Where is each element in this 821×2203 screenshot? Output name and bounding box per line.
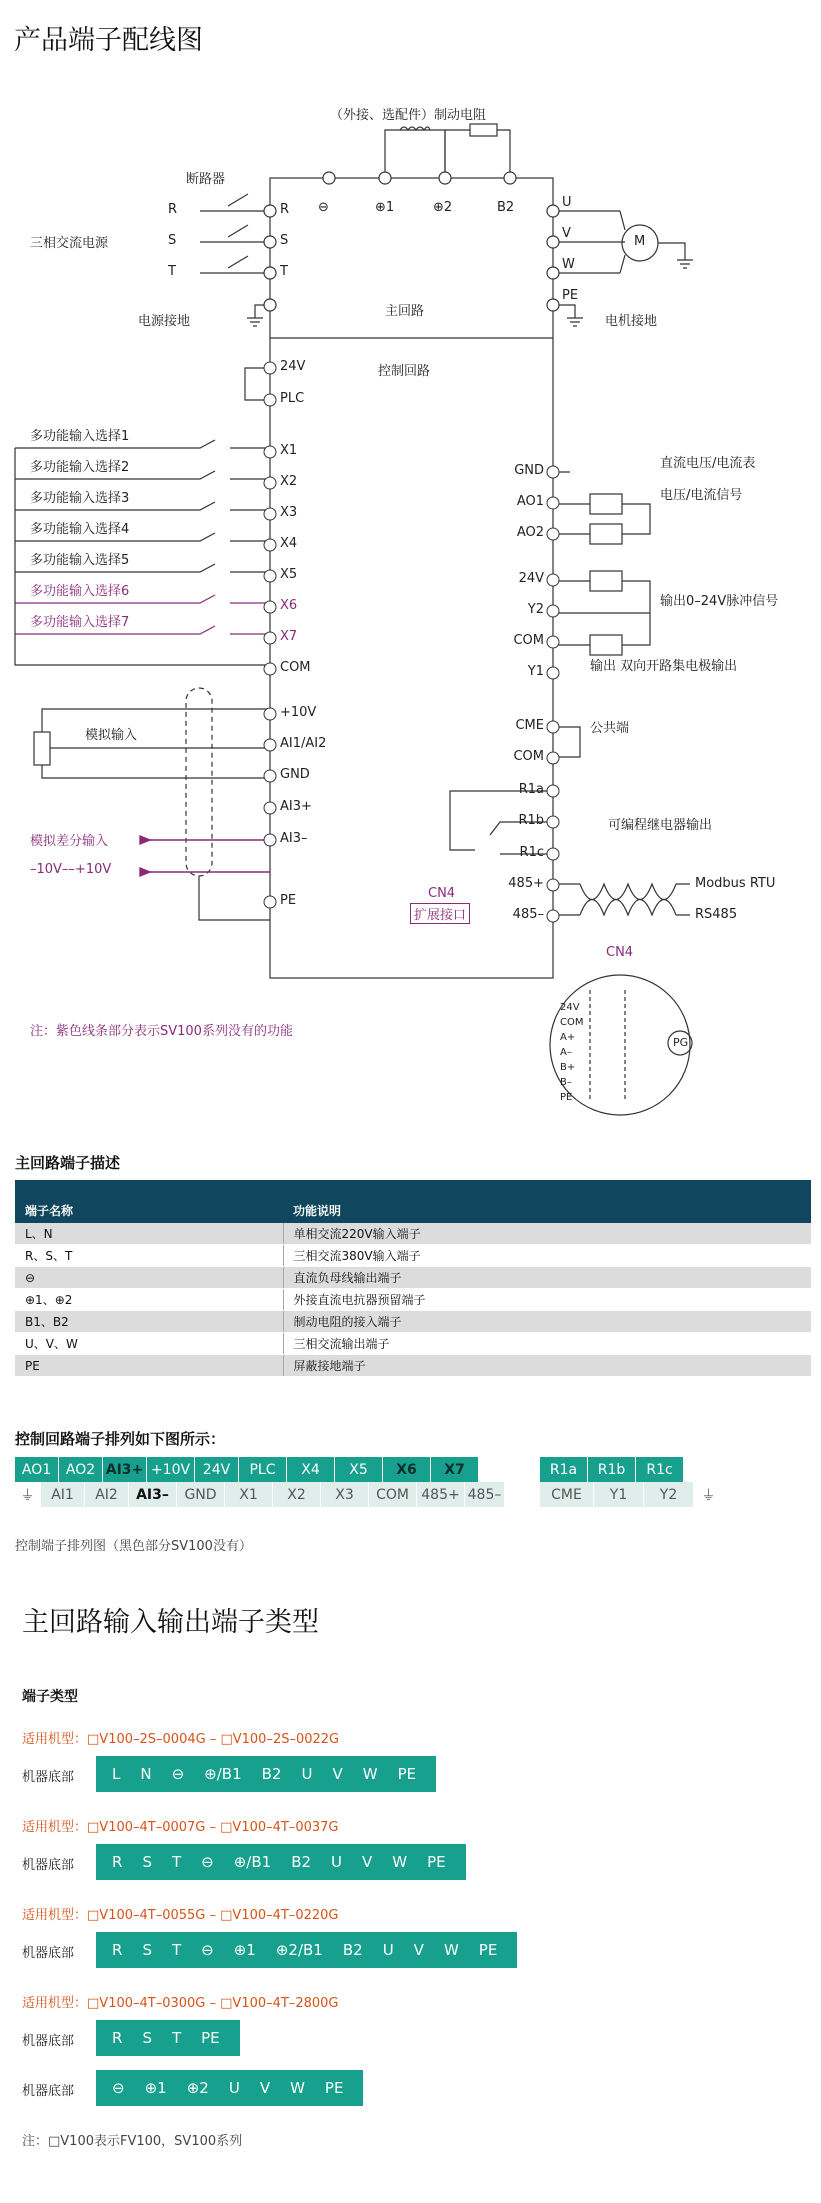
terminal-label: PE [397, 1765, 417, 1783]
common-label: 公共端 [590, 721, 630, 736]
input-7: 多功能输入选择7 [30, 615, 130, 630]
terminal-label: V [362, 1853, 373, 1871]
terminal-label: U [382, 1941, 394, 1959]
left-terminal-dot-13 [264, 802, 276, 814]
terminal-cell: AO1 [15, 1457, 59, 1482]
right-terminal-12: 485+ [508, 876, 544, 891]
terminal-label: R [112, 2029, 123, 2047]
motor-ground-label: 电机接地 [605, 314, 658, 329]
terminal-label: V [413, 1941, 424, 1959]
relay-top-row [540, 1457, 684, 1482]
drive-box [270, 178, 553, 978]
term-s: S [280, 233, 289, 248]
terminal-label: V [332, 1765, 343, 1783]
right-terminal-1: AO1 [516, 494, 544, 509]
right-terminal-3: 24V [518, 571, 544, 586]
col-terminal-name: 端子名称 [15, 1180, 283, 1223]
left-terminal-dot-7 [264, 601, 276, 613]
rs485-label: RS485 [695, 907, 738, 922]
terminal-cell: AO2 [59, 1457, 103, 1482]
right-terminal-dot-12 [547, 879, 559, 891]
terminal-label: U [331, 1853, 343, 1871]
terminal-cell: Y1 [594, 1482, 644, 1507]
term-plus2: ⊕2 [433, 200, 453, 215]
main-circuit-label: 主回路 [385, 304, 425, 319]
left-terminal-dot-4 [264, 508, 276, 520]
left-terminal-1: PLC [280, 391, 305, 406]
terminal-cell: CME [540, 1482, 594, 1507]
desc-row [15, 1267, 811, 1289]
term-pe: PE [562, 288, 579, 303]
right-terminal-4: Y2 [527, 602, 544, 617]
model-prefix: 适用机型： [22, 1996, 88, 2011]
breaker-label: 断路器 [186, 172, 226, 187]
terminal-label: ⊕1 [233, 1941, 256, 1959]
power-ground-label: 电源接地 [138, 314, 191, 329]
terminal-cell: X4 [287, 1457, 335, 1482]
terminal-cell: AI1 [41, 1482, 85, 1507]
terminal-cell: AI2 [85, 1482, 129, 1507]
terminal-label: T [171, 1853, 182, 1871]
model-prefix: 适用机型： [22, 1820, 88, 1835]
term-plus1: ⊕1 [375, 200, 395, 215]
terminal-cell: R1c [636, 1457, 684, 1482]
left-terminal-dot-2 [264, 446, 276, 458]
cn4-pin-5: B– [560, 1077, 572, 1088]
range-label: –10V––+10V [30, 862, 112, 877]
terminal-label: T [171, 1941, 182, 1959]
potentiometer [34, 732, 50, 765]
phase-r: R [168, 202, 178, 217]
term-w: W [562, 257, 575, 272]
page-title: 产品端子配线图 [14, 25, 203, 56]
terminal-label: S [142, 1853, 152, 1871]
terminal-label: R [112, 1941, 123, 1959]
right-terminal-0: GND [514, 463, 544, 478]
left-terminal-7: X6 [280, 598, 298, 613]
terminal-bar [96, 1756, 436, 1792]
right-terminal-dot-5 [547, 636, 559, 648]
cn4-pin-6: PE [560, 1092, 573, 1103]
terminal-label: W [392, 1853, 408, 1871]
terminal-label: N [140, 1765, 152, 1783]
term-v: V [562, 226, 571, 241]
terminal-label: R [112, 1853, 123, 1871]
terminal-label: B2 [261, 1765, 282, 1783]
left-terminal-dot-9 [264, 663, 276, 675]
modbus-label: Modbus RTU [695, 876, 776, 891]
right-terminal-dot-10 [547, 816, 559, 828]
terminal-cell: X1 [225, 1482, 273, 1507]
meter-label-1: 直流电压/电流表 [660, 456, 756, 471]
terminal-cell: PLC [239, 1457, 287, 1482]
terminal-cell: 485+ [417, 1482, 465, 1507]
left-terminal-4: X3 [280, 505, 298, 520]
model-range [22, 1816, 339, 1835]
right-terminal-5: COM [513, 633, 544, 648]
cn4-label: CN4 [428, 886, 456, 901]
cn4-pin-1: COM [560, 1017, 584, 1028]
col-function: 功能说明 [283, 1180, 811, 1223]
terminal-cell: 24V [195, 1457, 239, 1482]
terminal-label: T [171, 2029, 182, 2047]
left-terminal-13: AI3+ [280, 799, 312, 814]
right-terminal-dot-8 [547, 752, 559, 764]
model-prefix: 适用机型： [22, 1732, 88, 1747]
left-terminal-dot-11 [264, 739, 276, 751]
desc-row [15, 1333, 811, 1355]
right-terminal-6: Y1 [527, 664, 544, 679]
bottom-label: 机器底部 [22, 1770, 75, 1785]
cn4-title: CN4 [606, 945, 634, 960]
function-cell: 单相交流220V输入端子 [283, 1223, 811, 1245]
function-cell: 三相交流输出端子 [283, 1333, 811, 1355]
model-range [22, 1992, 339, 2011]
right-terminal-dot-1 [547, 497, 559, 509]
ext-port-label: 扩展接口 [410, 903, 470, 924]
meter-label-2: 电压/电流信号 [660, 488, 743, 503]
terminal-cell: AI3– [129, 1482, 177, 1507]
left-terminal-12: GND [280, 767, 310, 782]
left-terminal-2: X1 [280, 443, 298, 458]
cn4-pin-3: A– [560, 1047, 572, 1058]
terminal-cell: +10V [147, 1457, 195, 1482]
desc-row [15, 1289, 811, 1311]
terminal-name-cell: PE [15, 1355, 283, 1377]
left-terminal-dot-15 [264, 896, 276, 908]
terminal-label: W [362, 1765, 378, 1783]
desc-row [15, 1245, 811, 1267]
terminal-label: ⊕1 [144, 2079, 167, 2097]
right-terminal-dot-4 [547, 605, 559, 617]
control-bottom-row [15, 1482, 505, 1507]
terminal-cell: COM [369, 1482, 417, 1507]
terminal-name-cell: L、N [15, 1223, 283, 1245]
control-heading: 控制回路端子排列如下图所示： [15, 1430, 226, 1448]
right-terminal-10: R1b [518, 813, 544, 828]
left-terminal-15: PE [280, 893, 297, 908]
model-list: □V100–2S–0004G – □V100–2S–0022G [87, 1732, 340, 1747]
left-terminal-dot-3 [264, 477, 276, 489]
model-list: □V100–4T–0300G – □V100–4T–2800G [87, 1996, 339, 2011]
right-terminal-11: R1c [519, 845, 544, 860]
bottom-label: 机器底部 [22, 1946, 75, 1961]
desc-row [15, 1311, 811, 1333]
input-2: 多功能输入选择2 [30, 460, 130, 475]
terminal-cell: GND [177, 1482, 225, 1507]
cn4-pin-4: B+ [560, 1062, 576, 1073]
function-cell: 屏蔽接地端子 [283, 1355, 811, 1377]
right-terminal-9: R1a [518, 782, 544, 797]
left-terminal-dot-6 [264, 570, 276, 582]
types-subheading: 端子类型 [22, 1689, 78, 1705]
pg-label: PG [673, 1036, 689, 1049]
left-terminal-3: X2 [280, 474, 298, 489]
terminal-label: B2 [291, 1853, 312, 1871]
terminal-label: B2 [342, 1941, 363, 1959]
input-4: 多功能输入选择4 [30, 522, 130, 537]
left-terminal-dot-5 [264, 539, 276, 551]
terminal-name-cell: B1、B2 [15, 1311, 283, 1333]
left-terminal-14: AI3– [280, 831, 308, 846]
input-6: 多功能输入选择6 [30, 584, 130, 599]
terminal-cell: R1a [540, 1457, 588, 1482]
terminal-label: ⊕/B1 [204, 1765, 242, 1783]
control-top-row [15, 1457, 479, 1482]
left-terminal-0: 24V [280, 359, 306, 374]
control-circuit-label: 控制回路 [378, 364, 431, 379]
y1-label: 输出 双向开路集电极输出 [590, 659, 738, 674]
left-terminal-dot-10 [264, 708, 276, 720]
terminal-label: PE [324, 2079, 344, 2097]
right-terminal-dot-6 [547, 667, 559, 679]
left-terminal-dot-1 [264, 394, 276, 406]
terminal-cell: 485– [465, 1482, 505, 1507]
function-cell: 制动电阻的接入端子 [283, 1311, 811, 1333]
phase-s: S [168, 233, 177, 248]
left-terminal-9: COM [280, 660, 311, 675]
right-terminal-dot-0 [547, 466, 559, 478]
term-u: U [562, 195, 572, 210]
model-list: □V100–4T–0055G – □V100–4T–0220G [87, 1908, 339, 1923]
model-prefix: 适用机型： [22, 1908, 88, 1923]
bottom-label: 机器底部 [22, 1858, 75, 1873]
terminal-cell: R1b [588, 1457, 636, 1482]
terminal-label: S [142, 2029, 152, 2047]
desc-row [15, 1355, 811, 1377]
model-list: □V100–4T–0007G – □V100–4T–0037G [87, 1820, 339, 1835]
terminal-label: ⊕2 [186, 2079, 209, 2097]
terminal-label: PE [201, 2029, 220, 2047]
left-terminal-10: +10V [280, 705, 317, 720]
terminal-cell: X2 [273, 1482, 321, 1507]
brake-label: （外接、选配件）制动电阻 [330, 108, 487, 123]
terminal-cell: X3 [321, 1482, 369, 1507]
term-t: T [280, 264, 288, 279]
desc-row [15, 1223, 811, 1245]
motor-label: M [634, 234, 646, 249]
input-3: 多功能输入选择3 [30, 491, 130, 506]
right-terminal-dot-11 [547, 848, 559, 860]
terminal-cell: X6 [383, 1457, 431, 1482]
terminal-label: L [112, 1765, 121, 1783]
terminal-cell: X7 [431, 1457, 479, 1482]
terminal-label: ⊖ [171, 1765, 185, 1783]
diff-input-label: 模拟差分输入 [30, 834, 109, 849]
relay-bottom-row [540, 1482, 724, 1507]
terminal-label: W [290, 2079, 305, 2097]
left-terminal-11: AI1/AI2 [280, 736, 327, 751]
terminal-bar [96, 2020, 240, 2056]
right-terminal-dot-7 [547, 721, 559, 733]
terminal-cell: ⏚ [694, 1482, 724, 1507]
types-footnote: 注：□V100表示FV100，SV100系列 [22, 2134, 243, 2149]
shield [186, 688, 212, 876]
bottom-label: 机器底部 [22, 2034, 75, 2049]
cn4-pin-0: 24V [560, 1002, 580, 1013]
terminal-name-cell: ⊖ [15, 1267, 283, 1289]
main-desc-heading: 主回路端子描述 [15, 1154, 121, 1172]
terminal-name-cell: R、S、T [15, 1245, 283, 1267]
terminal-bar [96, 1844, 466, 1880]
terminal-cell: ⏚ [15, 1482, 41, 1507]
bottom-label: 机器底部 [22, 2084, 75, 2099]
terminal-label: ⊕2/B1 [275, 1941, 323, 1959]
terminal-label: V [259, 2079, 271, 2097]
terminal-label: ⊖ [201, 1853, 214, 1871]
right-terminal-2: AO2 [516, 525, 544, 540]
terminal-label: PE [427, 1853, 446, 1871]
model-range [22, 1904, 339, 1923]
terminal-bar [96, 2070, 363, 2106]
control-caption: 控制端子排列图（黑色部分SV100没有） [15, 1539, 252, 1554]
relay-label: 可编程继电器输出 [608, 818, 713, 833]
brake-resistor [470, 124, 497, 136]
input-5: 多功能输入选择5 [30, 553, 130, 568]
terminal-bar [96, 1932, 517, 1968]
terminal-label: ⊕/B1 [233, 1853, 272, 1871]
right-terminal-dot-2 [547, 528, 559, 540]
terminal-cell: AI3+ [103, 1457, 147, 1482]
terminal-label: ⊖ [112, 2079, 125, 2097]
function-cell: 外接直流电抗器预留端子 [283, 1289, 811, 1311]
left-terminal-dot-14 [264, 834, 276, 846]
right-terminal-7: CME [515, 718, 544, 733]
model-range [22, 1728, 339, 1747]
terminal-name-cell: U、V、W [15, 1333, 283, 1355]
left-terminal-5: X4 [280, 536, 298, 551]
left-terminal-dot-8 [264, 632, 276, 644]
input-1: 多功能输入选择1 [30, 429, 130, 444]
terminal-cell: Y2 [644, 1482, 694, 1507]
terminal-label: ⊖ [201, 1941, 214, 1959]
left-terminal-6: X5 [280, 567, 298, 582]
pulse-label: 输出0–24V脉冲信号 [660, 594, 779, 609]
term-b2: B2 [497, 200, 515, 215]
terminal-label: U [301, 1765, 313, 1783]
phase-t: T [168, 264, 176, 279]
right-terminal-8: COM [513, 749, 544, 764]
right-terminal-dot-3 [547, 574, 559, 586]
right-terminal-dot-9 [547, 785, 559, 797]
right-terminal-13: 485– [512, 907, 544, 922]
term-r: R [280, 202, 290, 217]
right-terminal-dot-13 [547, 910, 559, 922]
left-terminal-dot-12 [264, 770, 276, 782]
terminal-name-cell: ⊕1、⊕2 [15, 1289, 283, 1311]
analog-input-label: 模拟输入 [85, 728, 138, 743]
cn4-pin-2: A+ [560, 1032, 576, 1043]
three-phase-label: 三相交流电源 [30, 236, 109, 251]
terminal-label: U [228, 2079, 240, 2097]
left-terminal-8: X7 [280, 629, 298, 644]
main-desc-table [15, 1180, 811, 1377]
terminal-cell: X5 [335, 1457, 383, 1482]
terminal-label: W [443, 1941, 459, 1959]
terminal-label: S [142, 1941, 152, 1959]
terminal-label: PE [478, 1941, 498, 1959]
diagram-note: 注：紫色线条部分表示SV100系列没有的功能 [30, 1024, 293, 1039]
left-terminal-dot-0 [264, 362, 276, 374]
term-minus: ⊖ [318, 200, 329, 215]
types-title: 主回路输入输出端子类型 [22, 1607, 319, 1638]
function-cell: 三相交流380V输入端子 [283, 1245, 811, 1267]
function-cell: 直流负母线输出端子 [283, 1267, 811, 1289]
